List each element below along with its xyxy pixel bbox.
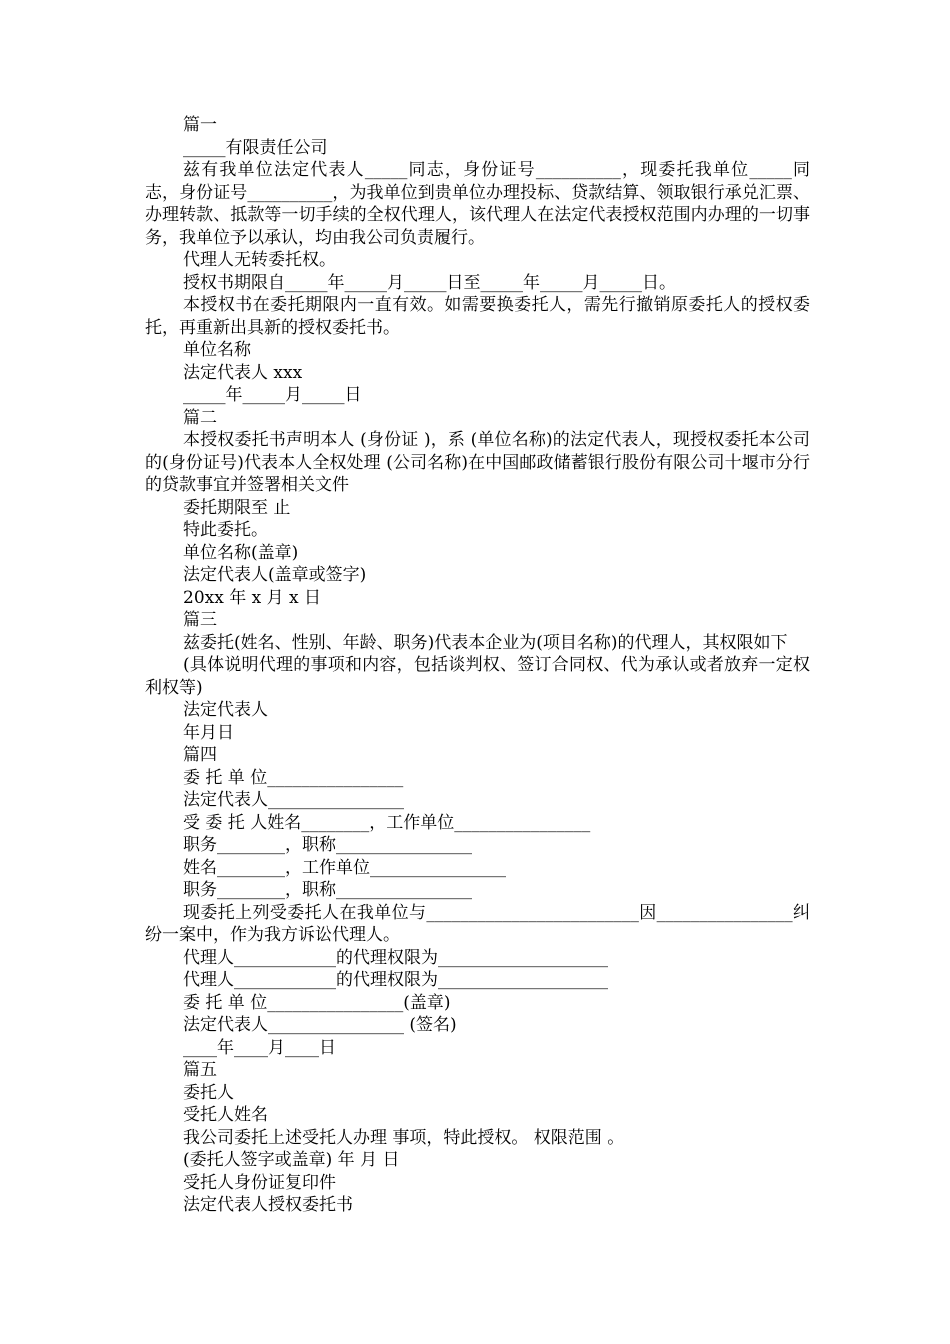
section-heading: 篇五: [183, 1060, 217, 1080]
text-line: 委 托 单 位________________(盖章): [183, 992, 451, 1013]
paragraph: (具体说明代理的事项和内容，包括谈判权、签订合同权、代为承认或者放弃一定权利权等): [145, 655, 810, 698]
text-line: 法定代表人 xxx: [183, 362, 303, 383]
text-line: 委托人: [183, 1082, 234, 1103]
text-line: 受 委 托 人姓名________，工作单位________________: [183, 812, 591, 833]
text-line: 职务________，职称________________: [183, 880, 472, 900]
text-line: ____年____月____日: [183, 1037, 336, 1058]
document-page: [145, 114, 810, 1217]
text-line: 代理人____________的代理权限为____________________: [183, 947, 608, 968]
text-line: 法定代表人授权委托书: [183, 1195, 353, 1215]
section-heading: 篇四: [183, 745, 217, 765]
paragraph: 兹委托(姓名、性别、年龄、职务)代表本企业为(项目名称)的代理人，其权限如下: [183, 632, 788, 653]
section-heading: 篇二: [183, 407, 217, 428]
text-line: _____年_____月_____日: [183, 385, 362, 405]
text-line: 年月日: [183, 722, 234, 743]
text-line: 代理人无转委托权。: [183, 250, 336, 270]
text-line: 委托期限至 止: [183, 497, 291, 518]
text-line: 受托人姓名: [183, 1105, 268, 1125]
text-line: 法定代表人(盖章或签字): [183, 565, 367, 585]
text-line: 法定代表人: [183, 700, 268, 720]
section-heading: 篇一: [183, 115, 217, 135]
text-line: 职务________，职称________________: [183, 835, 472, 855]
text-line: 特此委托。: [183, 520, 268, 540]
paragraph: 本授权委托书声明本人 (身份证 )，系 (单位名称)的法定代表人，现授权委托本公司的(身份证号)代表本人全权处理 (公司名称)在中国邮政储蓄银行股份有限公司十堰市分行的贷款事宜并签署相关文件: [145, 430, 810, 495]
text-line: 委 托 单 位________________: [183, 767, 404, 788]
text-line: 我公司委托上述受托人办理 事项，特此授权。 权限范围 。: [183, 1127, 625, 1148]
text-line: 法定代表人________________ (签名): [183, 1015, 457, 1035]
section-heading: 篇三: [183, 610, 217, 630]
text-line: 姓名________，工作单位________________: [183, 857, 506, 878]
text-line: 受托人身份证复印件: [183, 1172, 336, 1193]
paragraph: 现委托上列受委托人在我单位与_________________________因________________纠纷一案中，作为我方诉讼代理人。: [145, 902, 810, 945]
text-line: 单位名称: [183, 340, 251, 360]
paragraph: 兹有我单位法定代表人_____同志，身份证号__________，现委托我单位_____同志，身份证号__________，为我单位到贵单位办理投标、贷款结算、领取银行承兑汇票、办理转款、抵款等一切手续的全权代理人，该代理人在法定代表授权范围内办理的一切事务，我单位予以承认，均由我公司负责履行。: [145, 160, 810, 248]
text-line: 单位名称(盖章): [183, 542, 299, 563]
text-line: _____有限责任公司: [183, 137, 328, 158]
text-line: (委托人签字或盖章) 年 月 日: [183, 1150, 400, 1170]
text-line: 20xx 年 x 月 x 日: [183, 587, 322, 608]
paragraph: 本授权书在委托期限内一直有效。如需要换委托人，需先行撤销原委托人的授权委托，再重新出具新的授权委托书。: [145, 295, 810, 338]
text-line: 法定代表人________________: [183, 790, 404, 810]
text-line: 授权书期限自_____年_____月_____日至_____年_____月_____日。: [183, 272, 676, 293]
text-line: 代理人____________的代理权限为____________________: [183, 970, 608, 990]
